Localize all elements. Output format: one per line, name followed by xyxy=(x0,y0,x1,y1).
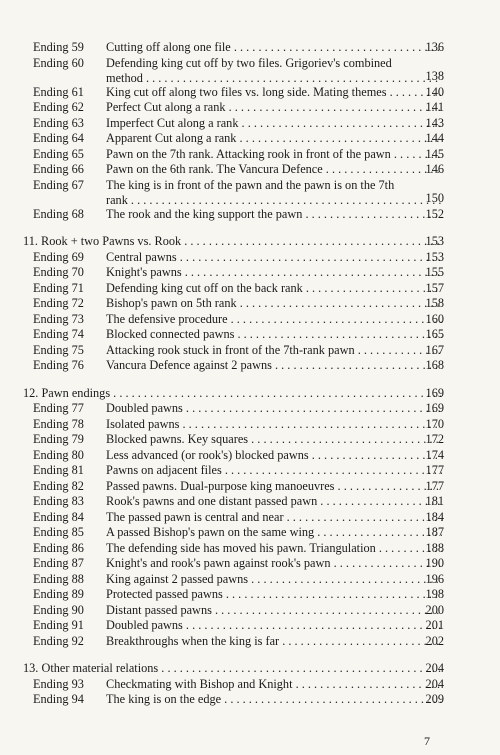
toc-section xyxy=(0,386,500,650)
entry-page-number: 209 xyxy=(425,692,444,706)
toc-entry xyxy=(0,432,500,448)
chapter-title xyxy=(23,386,442,402)
entry-title-line: Checkmating with Bishop and Knight . . . xyxy=(106,677,442,693)
entry-number: Ending 73 xyxy=(33,311,84,326)
chapter-heading xyxy=(0,386,500,402)
entry-title xyxy=(106,587,442,603)
entry-number: Ending 71 xyxy=(33,280,84,295)
entry-number: Ending 74 xyxy=(33,327,84,341)
entry-title-line: Defending king cut off on the back rank . . . xyxy=(106,281,442,297)
entry-title xyxy=(106,250,442,266)
entry-number: Ending 66 xyxy=(33,162,84,176)
toc-entry xyxy=(0,448,500,464)
entry-title xyxy=(106,131,442,147)
entry-page-number: 168 xyxy=(425,358,444,372)
entry-page-number: 167 xyxy=(425,342,444,357)
entry-page-number: 169 xyxy=(425,401,444,415)
entry-page-number: 202 xyxy=(425,633,444,648)
entry-page-number: 172 xyxy=(425,432,444,446)
entry-number: Ending 76 xyxy=(33,358,84,372)
entry-title xyxy=(106,603,442,619)
entry-title xyxy=(106,85,442,101)
entry-page-number: 196 xyxy=(425,571,444,586)
entry-title xyxy=(106,448,442,464)
toc-entry xyxy=(0,343,500,359)
entry-title-line: Attacking rook stuck in front of the 7th-rank pawn . . . xyxy=(106,343,442,359)
entry-number: Ending 61 xyxy=(33,84,84,99)
entry-title xyxy=(106,178,442,209)
entry-title xyxy=(106,147,442,163)
chapter-page-number: 153 xyxy=(425,234,444,248)
toc-entry xyxy=(0,572,500,588)
entry-number: Ending 83 xyxy=(33,494,84,508)
entry-number: Ending 90 xyxy=(33,602,84,617)
entry-title xyxy=(106,634,442,650)
entry-number: Ending 87 xyxy=(33,556,84,570)
entry-number: Ending 69 xyxy=(33,249,84,264)
entry-number: Ending 80 xyxy=(33,447,84,462)
toc-entry xyxy=(0,56,500,85)
toc-entry xyxy=(0,100,500,116)
entry-title-line: Pawn on the 7th rank. Attacking rook in front of the pawn . . . xyxy=(106,147,442,163)
entry-page-number: 198 xyxy=(425,587,444,601)
entry-title-line: Doubled pawns . . . xyxy=(106,618,442,634)
toc-entry xyxy=(0,618,500,634)
entry-title-line: Perfect Cut along a rank . . . xyxy=(106,100,442,116)
entry-number: Ending 63 xyxy=(33,115,84,130)
entry-title xyxy=(106,525,442,541)
entry-page-number: 145 xyxy=(425,146,444,161)
entry-title xyxy=(106,207,442,223)
entry-number: Ending 92 xyxy=(33,633,84,648)
entry-title xyxy=(106,417,442,433)
toc-entry xyxy=(0,250,500,266)
entry-number: Ending 93 xyxy=(33,676,84,691)
entry-page-number: 184 xyxy=(425,509,444,524)
toc-section xyxy=(0,661,500,708)
entry-number: Ending 67 xyxy=(33,177,84,192)
toc-entry xyxy=(0,265,500,281)
chapter-title-text: 11. Rook + two Pawns vs. Rook . . . xyxy=(23,234,442,248)
chapter-title-text: 12. Pawn endings . . . xyxy=(23,386,442,400)
entry-title xyxy=(106,327,442,343)
toc-section xyxy=(0,40,500,222)
entry-page-number: 177 xyxy=(425,463,444,477)
entry-page-number: 200 xyxy=(425,602,444,617)
entry-number: Ending 68 xyxy=(33,206,84,221)
toc-entry xyxy=(0,510,500,526)
entry-number: Ending 59 xyxy=(33,40,84,54)
toc-entry xyxy=(0,116,500,132)
entry-page-number: 150 xyxy=(425,191,444,205)
entry-title-line: method . . . xyxy=(106,71,442,87)
chapter-heading xyxy=(0,661,500,677)
entry-page-number: 190 xyxy=(425,556,444,570)
entry-title-line: Isolated pawns . . . xyxy=(106,417,442,433)
entry-number: Ending 78 xyxy=(33,416,84,431)
chapter-page-number: 204 xyxy=(425,661,444,675)
entry-page-number: 143 xyxy=(425,115,444,130)
toc-entry xyxy=(0,541,500,557)
entry-title xyxy=(106,692,442,708)
entry-title xyxy=(106,463,442,479)
chapter-title xyxy=(23,234,442,250)
toc-entry xyxy=(0,147,500,163)
entry-number: Ending 94 xyxy=(33,692,84,706)
entry-page-number: 146 xyxy=(425,162,444,176)
entry-number: Ending 89 xyxy=(33,587,84,601)
entry-page-number: 136 xyxy=(425,40,444,54)
toc-entry xyxy=(0,525,500,541)
entry-title-line: Knight's and rook's pawn against rook's pawn . . . xyxy=(106,556,442,572)
toc-entry xyxy=(0,479,500,495)
entry-number: Ending 75 xyxy=(33,342,84,357)
entry-page-number: 141 xyxy=(425,100,444,114)
entry-title xyxy=(106,432,442,448)
entry-title-line: Blocked connected pawns . . . xyxy=(106,327,442,343)
entry-title xyxy=(106,281,442,297)
entry-title-line: King cut off along two files vs. long side. Mating themes . . . xyxy=(106,85,442,101)
entry-title-line: Knight's pawns . . . xyxy=(106,265,442,281)
entry-title-line: Bishop's pawn on 5th rank . . . xyxy=(106,296,442,312)
entry-page-number: 155 xyxy=(425,265,444,279)
entry-title-line: rank . . . xyxy=(106,193,442,209)
toc-entry xyxy=(0,281,500,297)
chapter-title xyxy=(23,661,442,677)
chapter-heading xyxy=(0,234,500,250)
entry-title xyxy=(106,312,442,328)
entry-title-line: The defensive procedure . . . xyxy=(106,312,442,328)
entry-title-line: Apparent Cut along a rank . . . xyxy=(106,131,442,147)
entry-page-number: 165 xyxy=(425,327,444,341)
entry-title xyxy=(106,494,442,510)
entry-title xyxy=(106,510,442,526)
entry-title xyxy=(106,677,442,693)
entry-title xyxy=(106,162,442,178)
toc-entry xyxy=(0,587,500,603)
entry-title-line: Pawn on the 6th rank. The Vancura Defence . . . xyxy=(106,162,442,178)
entry-page-number: 177 xyxy=(425,478,444,493)
table-of-contents xyxy=(0,40,500,708)
entry-page-number: 153 xyxy=(425,249,444,264)
entry-number: Ending 86 xyxy=(33,540,84,555)
toc-entry xyxy=(0,603,500,619)
entry-number: Ending 85 xyxy=(33,525,84,539)
entry-title-line: Blocked pawns. Key squares . . . xyxy=(106,432,442,448)
entry-title xyxy=(106,40,442,56)
entry-number: Ending 70 xyxy=(33,265,84,279)
toc-entry xyxy=(0,358,500,374)
entry-page-number: 174 xyxy=(425,447,444,462)
entry-page-number: 158 xyxy=(425,296,444,310)
toc-entry xyxy=(0,494,500,510)
entry-page-number: 144 xyxy=(425,131,444,145)
entry-title xyxy=(106,265,442,281)
page-number: 7 xyxy=(424,734,430,748)
entry-title-line: Vancura Defence against 2 pawns . . . xyxy=(106,358,442,374)
entry-number: Ending 62 xyxy=(33,100,84,114)
toc-entry xyxy=(0,556,500,572)
toc-entry xyxy=(0,327,500,343)
entry-number: Ending 60 xyxy=(33,55,84,70)
toc-section xyxy=(0,234,500,374)
entry-page-number: 188 xyxy=(425,540,444,555)
toc-entry xyxy=(0,634,500,650)
entry-number: Ending 91 xyxy=(33,618,84,632)
entry-title xyxy=(106,343,442,359)
toc-entry xyxy=(0,692,500,708)
entry-title-line: Less advanced (or rook's) blocked pawns . . . xyxy=(106,448,442,464)
toc-entry xyxy=(0,131,500,147)
entry-title-line: The rook and the king support the pawn . . . xyxy=(106,207,442,223)
entry-title xyxy=(106,572,442,588)
entry-title-line: A passed Bishop's pawn on the same wing . . . xyxy=(106,525,442,541)
entry-number: Ending 88 xyxy=(33,571,84,586)
entry-title xyxy=(106,618,442,634)
entry-page-number: 201 xyxy=(425,618,444,632)
entry-title xyxy=(106,556,442,572)
entry-title-line: Cutting off along one file . . . xyxy=(106,40,442,56)
toc-entry xyxy=(0,85,500,101)
entry-title xyxy=(106,56,442,87)
entry-title xyxy=(106,479,442,495)
toc-entry xyxy=(0,417,500,433)
entry-title-line: The king is on the edge . . . xyxy=(106,692,442,708)
entry-title-line: The defending side has moved his pawn. Triangulation . . . xyxy=(106,541,442,557)
toc-entry xyxy=(0,312,500,328)
entry-title-line: Pawns on adjacent files . . . xyxy=(106,463,442,479)
entry-title-line: Doubled pawns . . . xyxy=(106,401,442,417)
entry-number: Ending 81 xyxy=(33,463,84,477)
entry-page-number: 138 xyxy=(425,69,444,83)
entry-page-number: 181 xyxy=(425,494,444,508)
entry-page-number: 152 xyxy=(425,206,444,221)
toc-entry xyxy=(0,162,500,178)
entry-number: Ending 84 xyxy=(33,509,84,524)
entry-title-line: The passed pawn is central and near . . . xyxy=(106,510,442,526)
entry-title xyxy=(106,100,442,116)
toc-entry xyxy=(0,40,500,56)
entry-number: Ending 79 xyxy=(33,432,84,446)
entry-page-number: 204 xyxy=(425,676,444,691)
entry-title-line: Passed pawns. Dual-purpose king manoeuvres . . . xyxy=(106,479,442,495)
entry-number: Ending 77 xyxy=(33,401,84,415)
entry-number: Ending 82 xyxy=(33,478,84,493)
entry-title-line: Distant passed pawns . . . xyxy=(106,603,442,619)
entry-page-number: 140 xyxy=(425,84,444,99)
entry-page-number: 187 xyxy=(425,525,444,539)
entry-page-number: 157 xyxy=(425,280,444,295)
entry-title xyxy=(106,116,442,132)
entry-page-number: 160 xyxy=(425,311,444,326)
chapter-title-text: 13. Other material relations . . . xyxy=(23,661,442,675)
entry-page-number: 170 xyxy=(425,416,444,431)
toc-entry xyxy=(0,677,500,693)
entry-title-line: The king is in front of the pawn and the pawn is on the 7th xyxy=(106,177,395,192)
entry-title-line: Central pawns . . . xyxy=(106,250,442,266)
entry-number: Ending 72 xyxy=(33,296,84,310)
toc-entry xyxy=(0,207,500,223)
entry-title-line: Defending king cut off by two files. Grigoriev's combined xyxy=(106,55,392,70)
toc-entry xyxy=(0,463,500,479)
entry-title-line: Protected passed pawns . . . xyxy=(106,587,442,603)
toc-entry xyxy=(0,401,500,417)
toc-entry xyxy=(0,178,500,207)
entry-number: Ending 65 xyxy=(33,146,84,161)
entry-title-line: King against 2 passed pawns . . . xyxy=(106,572,442,588)
entry-title-line: Breakthroughs when the king is far . . . xyxy=(106,634,442,650)
entry-title-line: Imperfect Cut along a rank . . . xyxy=(106,116,442,132)
entry-number: Ending 64 xyxy=(33,131,84,145)
toc-entry xyxy=(0,296,500,312)
entry-title-line: Rook's pawns and one distant passed pawn . . . xyxy=(106,494,442,510)
entry-title xyxy=(106,358,442,374)
entry-title xyxy=(106,541,442,557)
chapter-page-number: 169 xyxy=(425,385,444,400)
entry-title xyxy=(106,401,442,417)
entry-title xyxy=(106,296,442,312)
